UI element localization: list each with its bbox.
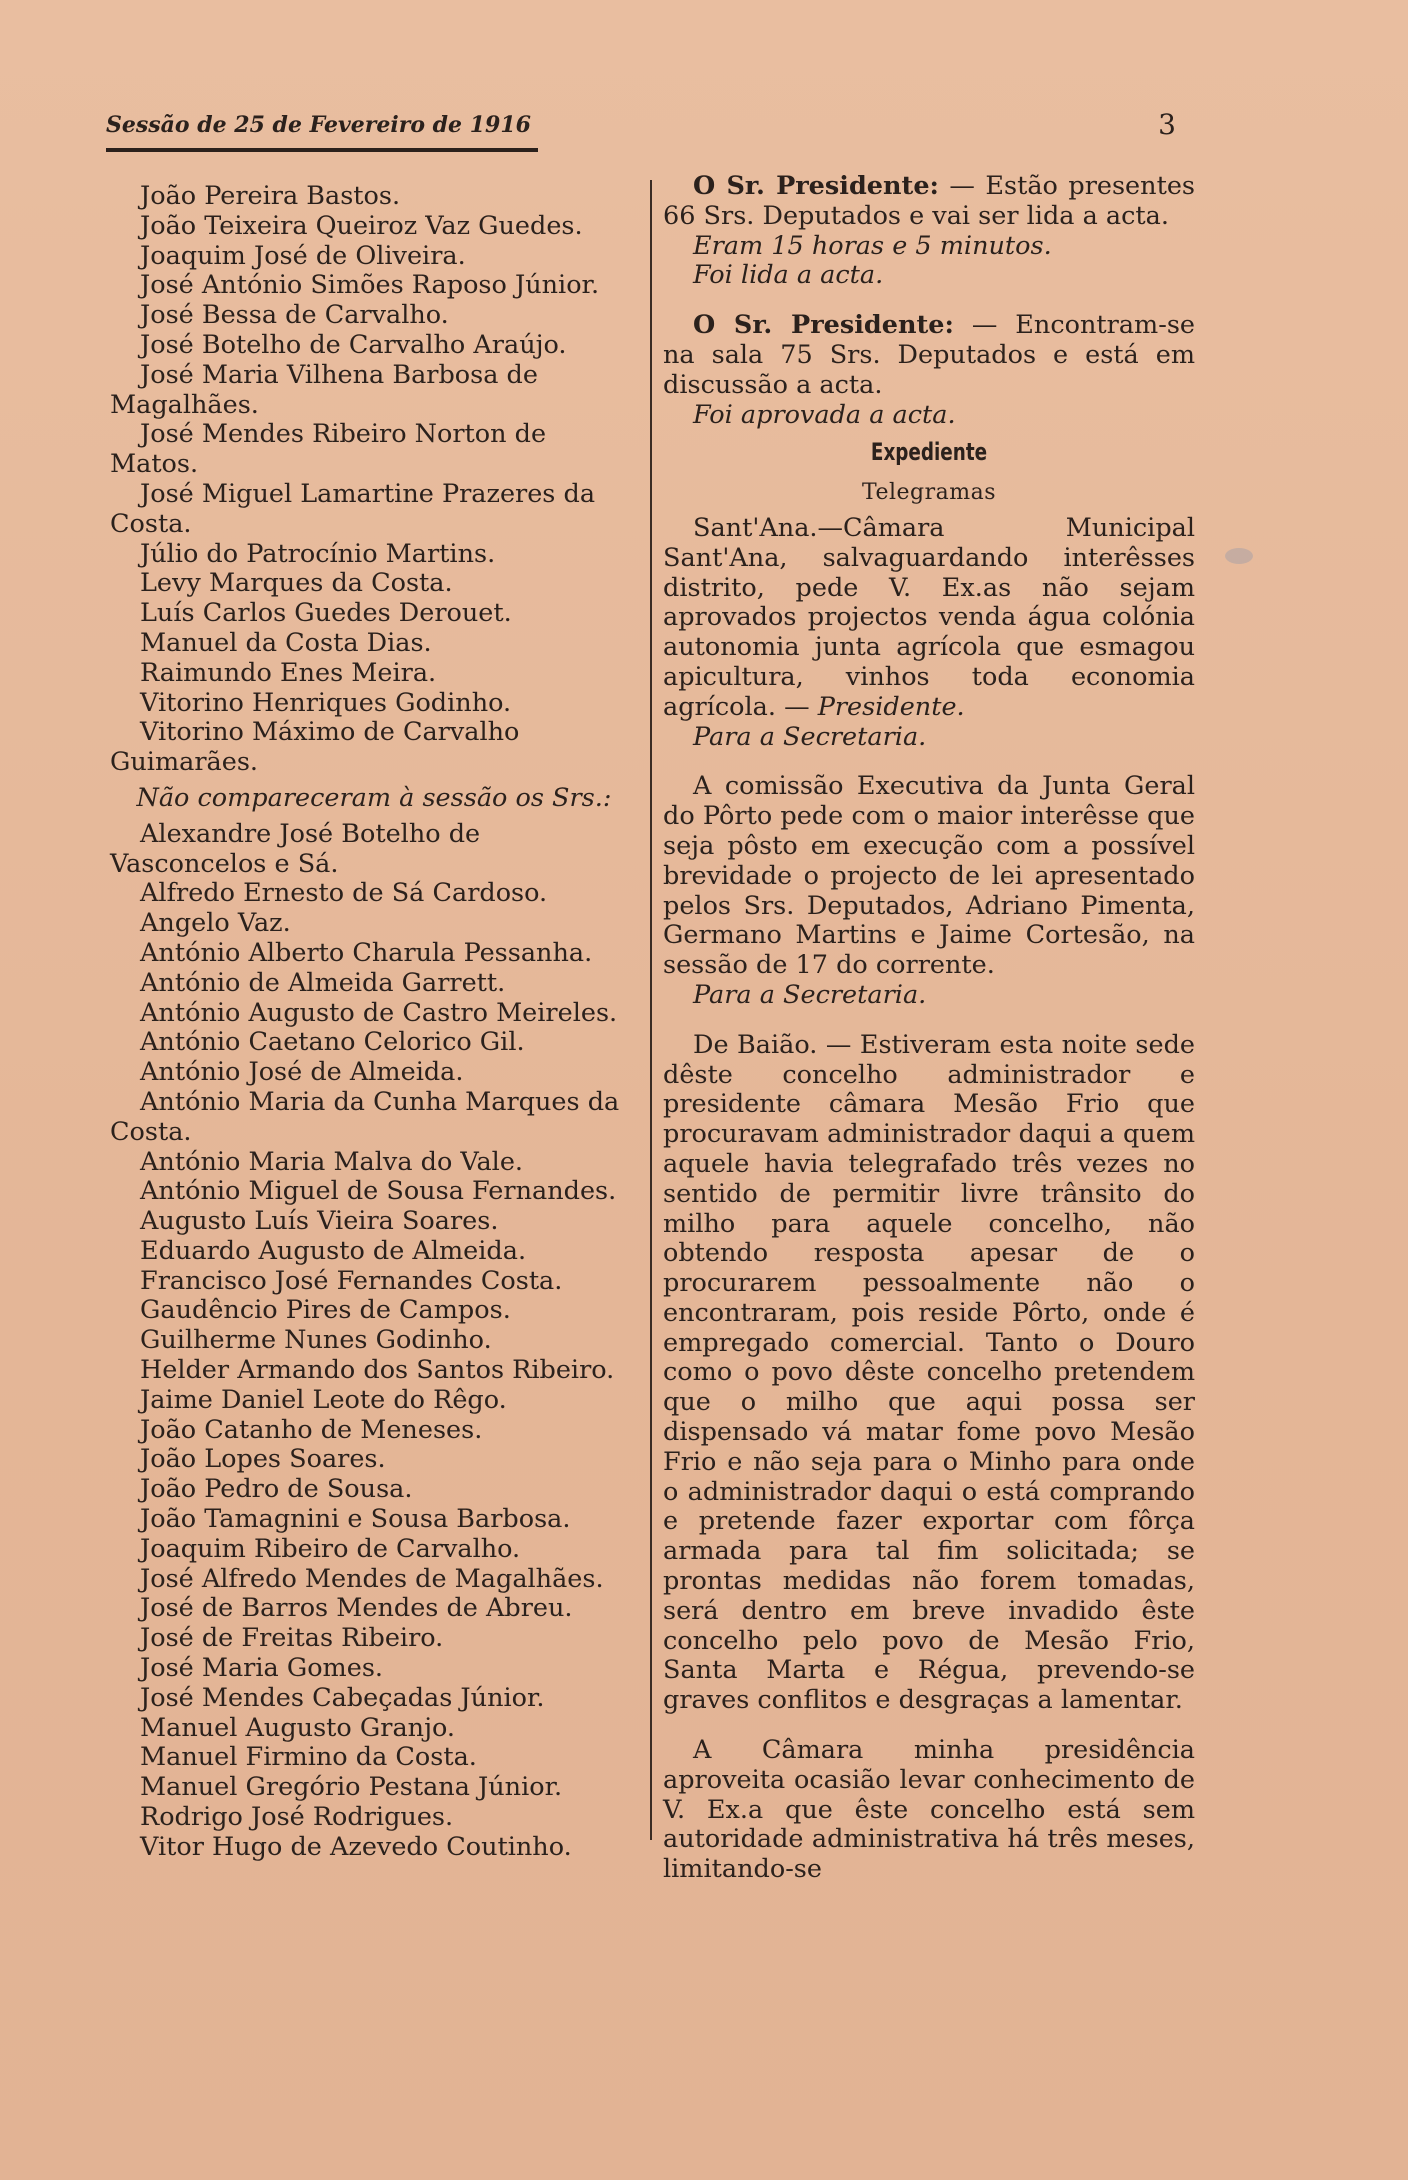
deputy-name: Júlio do Patrocínio Martins.	[140, 538, 496, 569]
deputy-name: Joaquim José de Oliveira.	[140, 240, 466, 271]
deputy-name: João Lopes Soares.	[140, 1444, 386, 1475]
deputy-name: Augusto Luís Vieira Soares.	[140, 1206, 499, 1237]
left-column	[110, 182, 638, 1863]
deputy-name: José Alfredo Mendes de Magalhães.	[140, 1563, 604, 1594]
minutes-approved-note: Foi aprovada a acta.	[693, 399, 956, 430]
deputy-name: Joaquim Ribeiro de Carvalho.	[140, 1533, 521, 1564]
deputy-name: Levy Marques da Costa.	[140, 568, 453, 599]
deputy-name: Manuel Gregório Pestana Júnior.	[140, 1772, 563, 1803]
deputy-name: Manuel Firmino da Costa.	[140, 1742, 477, 1773]
statement-text: — Estão presentes 66 Srs. Deputados e vai ser lida a acta.	[663, 171, 1195, 231]
right-column	[663, 172, 1195, 1885]
deputy-name: Alexandre José Botelho de Vasconcelos e Sá.	[110, 818, 481, 879]
section-title-expediente: Expediente	[870, 438, 988, 467]
telegram-camara: A Câmara minha presidência aproveita ocasião levar conhecimento de V. Ex.a que êste concelho está sem autoridade administrativa há três meses, limitando-se	[663, 1735, 1195, 1885]
deputy-name: João Tamagnini e Sousa Barbosa.	[140, 1504, 571, 1535]
telegram-santana	[663, 514, 1195, 723]
absent-deputies-list	[110, 820, 638, 1863]
deputy-name: Guilherme Nunes Godinho.	[140, 1325, 492, 1356]
absent-heading: Não compareceram à sessão os Srs.:	[136, 782, 612, 813]
present-deputies-list	[110, 182, 638, 778]
deputy-name: António Augusto de Castro Meireles.	[140, 997, 618, 1028]
deputy-name: Rodrigo José Rodrigues.	[140, 1802, 454, 1833]
deputy-name: José de Barros Mendes de Abreu.	[140, 1593, 573, 1624]
telegram-signature: Presidente.	[817, 691, 965, 722]
minutes-read-note: Foi lida a acta.	[693, 260, 884, 291]
deputy-name: António José de Almeida.	[140, 1057, 464, 1088]
deputy-name: José Bessa de Carvalho.	[140, 300, 449, 331]
telegram-porto-destination: Para a Secretaria.	[693, 979, 927, 1010]
deputy-name: Vitorino Máximo de Carvalho Guimarães.	[110, 717, 520, 778]
deputy-name: João Catanho de Meneses.	[140, 1414, 483, 1445]
deputy-name: Jaime Daniel Leote do Rêgo.	[140, 1384, 507, 1415]
deputy-name: João Teixeira Queiroz Vaz Guedes.	[140, 210, 583, 241]
deputy-name: João Pereira Bastos.	[140, 181, 401, 211]
deputy-name: Manuel Augusto Granjo.	[140, 1712, 455, 1743]
telegram-baiao: De Baião. — Estiveram esta noite sede dêste concelho administrador e presidente câmara Mesão Frio que procuravam administrador daqui a quem aquele havia telegrafado três vezes no sentido de permitir livre trânsito do milho para aquele concelho, não obtendo resposta apesar de o procurarem pessoalmente não o encontraram, pois reside Pôrto, onde é empregado comercial. Tanto o Douro como o povo dêste concelho pretendem que o milho que aqui possa ser dispensado vá matar fome povo Mesão Frio e não seja para o Minho para onde o administrador daqui o está comprando e pretende fazer exportar com fôrça armada para tal fim solicitada; se prontas medidas não forem tomadas, será dentro em breve invadido êste concelho pelo povo de Mesão Frio, Santa Marta e Régua, prevendo-se graves conflitos e desgraças a lamentar.	[663, 1029, 1195, 1716]
deputy-name: António Maria da Cunha Marques da Costa.	[110, 1086, 620, 1147]
running-title: Sessão de 25 de Fevereiro de 1916	[106, 112, 531, 138]
column-divider	[650, 180, 652, 1840]
telegram-porto: A comissão Executiva da Junta Geral do Pôrto pede com o maior interêsse que seja pôsto em execução com a possível brevidade o projecto de lei apresentado pelos Srs. Deputados, Adriano Pimenta, Germano Martins e Jaime Cortesão, na sessão de 17 do corrente.	[663, 771, 1195, 981]
deputy-name: José Miguel Lamartine Prazeres da Costa.	[110, 478, 596, 539]
deputy-name: Helder Armando dos Santos Ribeiro.	[140, 1355, 615, 1386]
paper-stain	[1225, 548, 1253, 564]
deputy-name: José de Freitas Ribeiro.	[140, 1623, 444, 1654]
telegram-text: Sant'Ana.—Câmara Municipal Sant'Ana, salvaguardando interêsses distrito, pede V. Ex.as não sejam aprovados projectos venda água colónia autonomia junta agrícola que esmagou apicultura, vinhos toda economia agrícola. —	[663, 512, 1195, 722]
header-rule	[106, 148, 538, 152]
deputy-name: José Botelho de Carvalho Araújo.	[140, 329, 567, 360]
page-header	[106, 108, 1196, 148]
telegram-santana-destination: Para a Secretaria.	[693, 721, 927, 752]
deputy-name: Eduardo Augusto de Almeida.	[140, 1235, 527, 1266]
deputy-name: Vitorino Henriques Godinho.	[140, 687, 512, 718]
subsection-title-telegramas: Telegramas	[861, 480, 997, 506]
deputy-name: António Maria Malva do Vale.	[140, 1146, 524, 1177]
speaker-label: O Sr. Presidente:	[693, 310, 954, 341]
deputy-name: José Maria Gomes.	[140, 1653, 384, 1684]
deputy-name: António Alberto Charula Pessanha.	[140, 937, 593, 968]
deputy-name: Vitor Hugo de Azevedo Coutinho.	[140, 1831, 572, 1862]
speaker-label: O Sr. Presidente:	[693, 171, 939, 201]
deputy-name: Francisco José Fernandes Costa.	[140, 1265, 563, 1296]
deputy-name: José Maria Vilhena Barbosa de Magalhães.	[110, 359, 538, 420]
deputy-name: José Mendes Ribeiro Norton de Matos.	[110, 419, 547, 480]
deputy-name: António de Almeida Garrett.	[140, 967, 506, 998]
deputy-name: António Caetano Celorico Gil.	[140, 1027, 525, 1058]
deputy-name: Alfredo Ernesto de Sá Cardoso.	[140, 878, 548, 909]
deputy-name: Gaudêncio Pires de Campos.	[140, 1295, 511, 1326]
deputy-name: António Miguel de Sousa Fernandes.	[140, 1176, 617, 1207]
session-time-note: Eram 15 horas e 5 minutos.	[693, 230, 1052, 261]
president-statement-2	[663, 311, 1195, 400]
deputy-name: Manuel da Costa Dias.	[140, 627, 432, 658]
page-number: 3	[1158, 108, 1176, 141]
deputy-name: José António Simões Raposo Júnior.	[140, 270, 600, 301]
president-statement-1	[663, 172, 1195, 232]
statement-text: — Encontram-se na sala 75 Srs. Deputados e está em discussão a acta.	[663, 310, 1195, 400]
deputy-name: Angelo Vaz.	[140, 908, 291, 939]
deputy-name: Raimundo Enes Meira.	[140, 657, 437, 688]
deputy-name: João Pedro de Sousa.	[140, 1474, 413, 1505]
deputy-name: Luís Carlos Guedes Derouet.	[140, 598, 512, 629]
deputy-name: José Mendes Cabeçadas Júnior.	[140, 1682, 545, 1713]
